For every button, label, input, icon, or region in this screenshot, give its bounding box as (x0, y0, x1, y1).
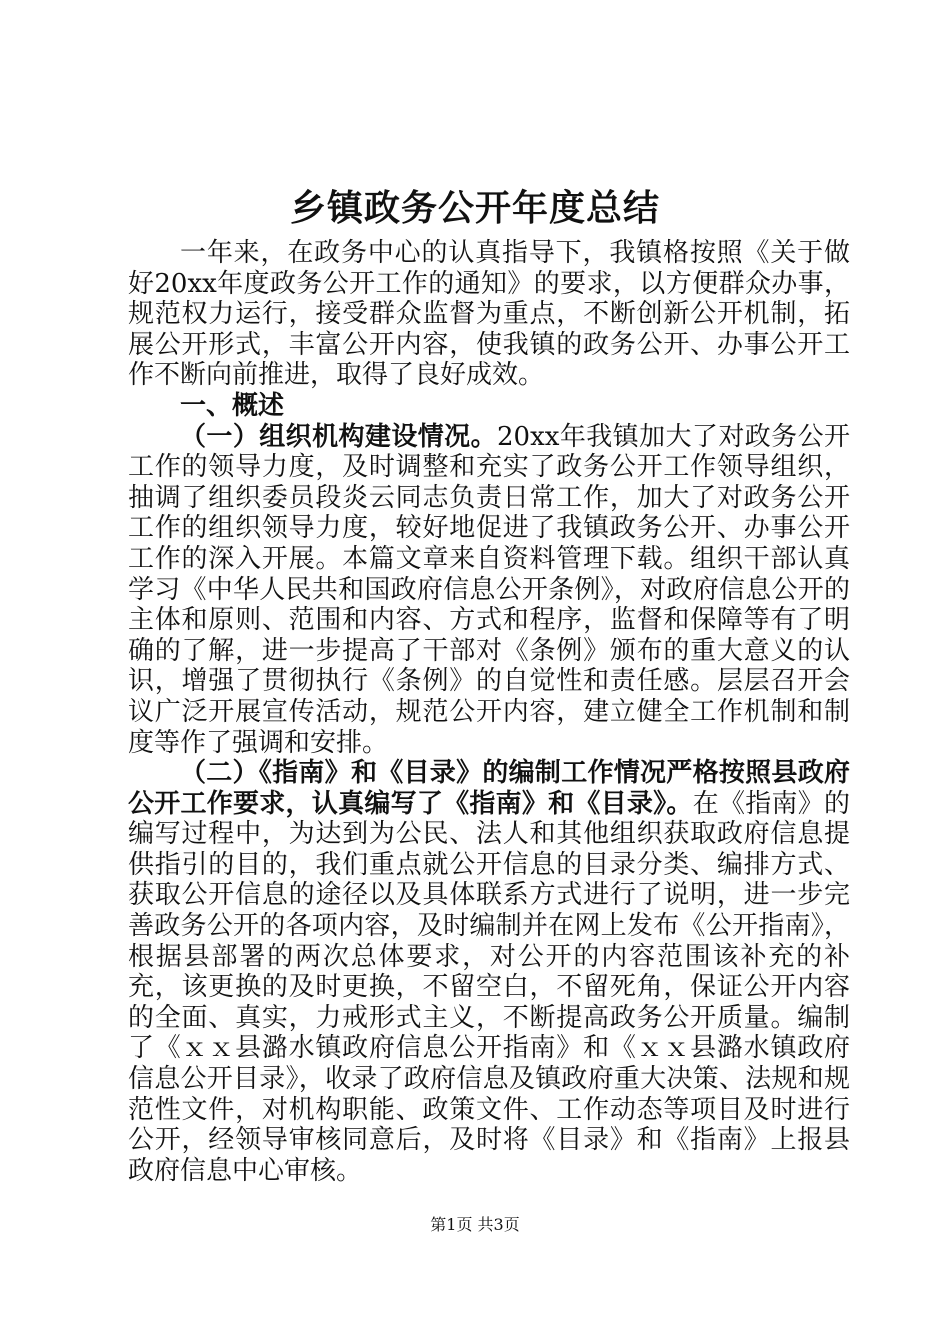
document-title: 乡镇政务公开年度总结 (289, 187, 660, 229)
intro-paragraph: 一年来，在政务中心的认真指导下，我镇格按照《关于做好20xx年度政务公开工作的通知》的要求，以方便群众办事，规范权力运行，接受群众监督为重点，不断创新公开机制，拓展公开形式，丰富公开内容，使我镇的政务公开、办事公开工作不断向前推进，取得了良好成效。 (128, 238, 850, 391)
page-footer: 第1页 共3页 (430, 1215, 520, 1234)
document-body (128, 238, 850, 1186)
section-heading: 一、概述 (180, 390, 285, 421)
paragraph-organization (128, 422, 850, 759)
paragraph-guide-catalog (128, 758, 850, 1186)
paragraph-text: 20xx年我镇加大了对政务公开工作的领导力度，及时调整和充实了政务公开工作领导组织，抽调了组织委员段炎云同志负责日常工作，加大了对政务公开工作的组织领导力度，较好地促进了我镇政务公开、办事公开工作的深入开展。本篇文章来自资料管理下载。组织干部认真学习《中华人民共和国政府信息公开条例》，对政府信息公开的主体和原则、范围和内容、方式和程序，监督和保障等有了明确的了解，进一步提高了干部对《条例》颁布的重大意义的认识，增强了贯彻执行《条例》的自觉性和责任感。层层召开会议广泛开展宣传活动，规范公开内容，建立健全工作机制和制度等作了强调和安排。 (128, 421, 850, 758)
paragraph-lead: （二）《指南》和《目录》的编制工作情况严格按照县政府公开工作要求，认真编写了《指南》和《目录》。 (128, 758, 850, 819)
paragraph-lead: （一）组织机构建设情况。 (180, 421, 497, 452)
paragraph-text: 在《指南》的编写过程中，为达到为公民、法人和其他组织获取政府信息提供指引的目的，我们重点就公开信息的目录分类、编排方式、获取公开信息的途径以及具体联系方式进行了说明，进一步完善政务公开的各项内容，及时编制并在网上发布《公开指南》，根据县部署的两次总体要求，对公开的内容范围该补充的补充，该更换的及时更换，不留空白，不留死角，保证公开内容的全面、真实，力戒形式主义，不断提高政务公开质量。编制了《ｘｘ县潞水镇政府信息公开指南》和《ｘｘ县潞水镇政府信息公开目录》，收录了政府信息及镇政府重大决策、法规和规范性文件，对机构职能、政策文件、工作动态等项目及时进行公开，经领导审核同意后，及时将《目录》和《指南》上报县政府信息中心审核。 (128, 788, 850, 1186)
